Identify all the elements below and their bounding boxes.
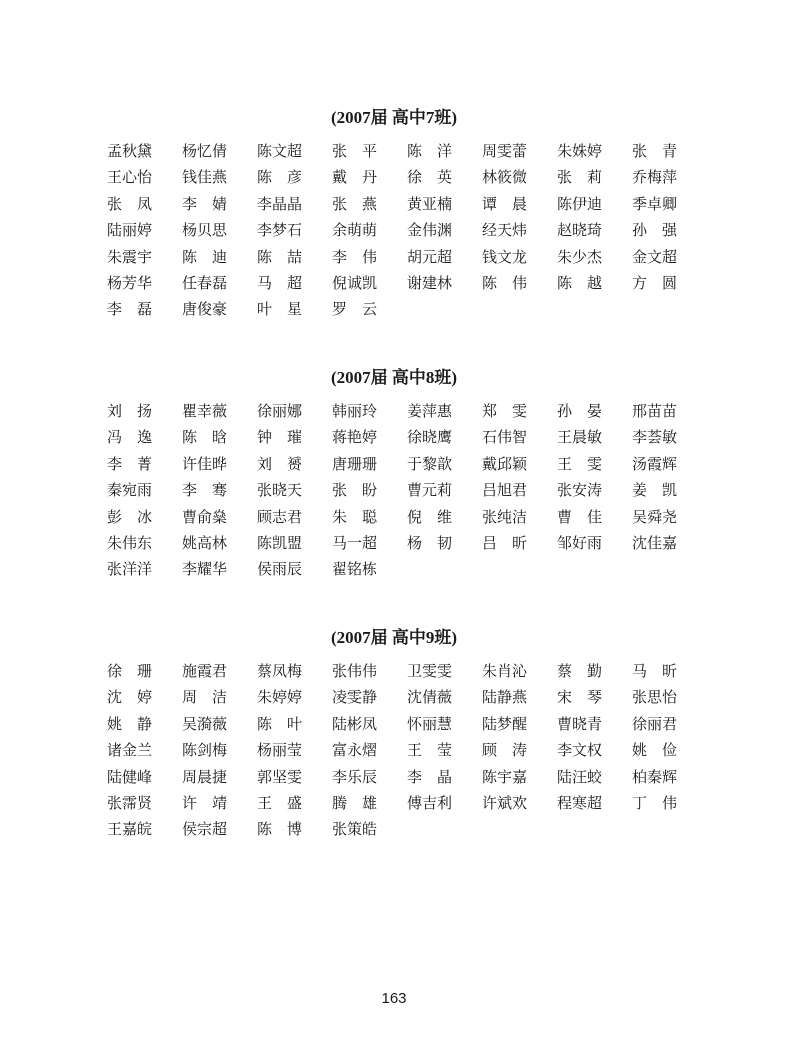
student-name: 侯宗超 xyxy=(182,820,228,839)
student-name: 钟璀 xyxy=(257,428,318,447)
student-name: 方圆 xyxy=(632,273,693,292)
student-name: 陈凯盟 xyxy=(257,533,303,552)
student-name: 经天炜 xyxy=(482,221,528,240)
student-name: 吕昕 xyxy=(482,533,543,552)
student-name: 张思怡 xyxy=(632,688,678,707)
student-name: 徐丽娜 xyxy=(257,402,303,420)
section-title: (2007届 高中7班) xyxy=(330,108,458,127)
student-name: 陆梦醒 xyxy=(482,714,528,733)
student-name: 刘扬 xyxy=(107,402,168,420)
student-name: 张霈贤 xyxy=(107,793,153,812)
student-name: 杨贝思 xyxy=(182,221,228,240)
student-name: 谢建林 xyxy=(407,273,453,292)
student-name: 腾雄 xyxy=(332,793,393,812)
student-name: 宋琴 xyxy=(557,688,618,707)
student-name: 叶星 xyxy=(257,300,318,319)
student-name: 张安涛 xyxy=(557,481,603,500)
student-name: 李荟敏 xyxy=(632,428,678,447)
student-name: 唐俊豪 xyxy=(182,300,228,319)
student-name: 陈伟 xyxy=(482,273,543,292)
student-name: 陈文超 xyxy=(257,142,303,160)
student-name: 张平 xyxy=(332,142,393,160)
student-name: 陈博 xyxy=(257,820,318,839)
student-name: 徐丽君 xyxy=(632,714,678,733)
student-name: 王晨敏 xyxy=(557,428,603,447)
student-name: 李伟 xyxy=(332,247,393,266)
student-name: 秦宛雨 xyxy=(107,481,153,500)
student-name: 乔梅萍 xyxy=(632,168,678,187)
student-name: 张伟伟 xyxy=(332,662,378,680)
name-list xyxy=(107,141,707,326)
student-name: 罗云 xyxy=(332,300,393,319)
student-name: 周雯蕾 xyxy=(482,142,528,160)
student-name: 许斌欢 xyxy=(482,793,528,812)
student-name: 王莹 xyxy=(407,741,468,760)
student-name: 徐英 xyxy=(407,168,468,187)
student-name: 赵晓琦 xyxy=(557,221,603,240)
student-name: 邢苗苗 xyxy=(632,402,678,420)
student-name: 钱佳燕 xyxy=(182,168,228,187)
student-name: 石伟智 xyxy=(482,428,528,447)
student-name: 施霞君 xyxy=(182,662,228,680)
student-name: 杨韧 xyxy=(407,533,468,552)
student-name: 吴舜尧 xyxy=(632,507,678,526)
student-name: 柏秦辉 xyxy=(632,767,678,786)
student-name: 黄亚楠 xyxy=(407,194,453,213)
student-name: 陈迪 xyxy=(182,247,243,266)
student-name: 唐珊珊 xyxy=(332,454,378,473)
student-name: 卫雯雯 xyxy=(407,662,453,680)
student-name: 林筱微 xyxy=(482,168,528,187)
student-name: 陆汪蛟 xyxy=(557,767,603,786)
student-name: 朱婷婷 xyxy=(257,688,303,707)
student-name: 孟秋黛 xyxy=(107,142,153,160)
student-name: 侯雨辰 xyxy=(257,560,303,579)
student-name: 孙强 xyxy=(632,221,693,240)
student-name: 张纯洁 xyxy=(482,507,528,526)
name-list xyxy=(107,661,707,846)
student-name: 张青 xyxy=(632,142,693,160)
student-name: 瞿幸薇 xyxy=(182,402,228,420)
student-name: 张莉 xyxy=(557,168,618,187)
student-name: 蔡凤梅 xyxy=(257,662,303,680)
student-name: 翟铭栋 xyxy=(332,560,378,579)
student-name: 李耀华 xyxy=(182,560,228,579)
student-name: 凌雯静 xyxy=(332,688,378,707)
student-name: 李晶 xyxy=(407,767,468,786)
student-name: 张晓天 xyxy=(257,481,303,500)
student-name: 冯逸 xyxy=(107,428,168,447)
student-name: 胡元超 xyxy=(407,247,453,266)
student-name: 曹晓青 xyxy=(557,714,603,733)
student-name: 韩丽玲 xyxy=(332,402,378,420)
student-name: 李梦石 xyxy=(257,221,303,240)
student-name: 李婧 xyxy=(182,194,243,213)
section-title: (2007届 高中8班) xyxy=(330,368,458,387)
student-name: 陈越 xyxy=(557,273,618,292)
student-name: 周晨捷 xyxy=(182,767,228,786)
student-name: 怀丽慧 xyxy=(407,714,453,733)
student-name: 丁伟 xyxy=(632,793,693,812)
page-number: 163 xyxy=(381,990,407,1007)
student-name: 张盼 xyxy=(332,481,393,500)
student-name: 金文超 xyxy=(632,247,678,266)
student-name: 陈伊迪 xyxy=(557,194,603,213)
student-name: 张燕 xyxy=(332,194,393,213)
student-name: 陈喆 xyxy=(257,247,318,266)
student-name: 李乐辰 xyxy=(332,767,378,786)
student-name: 蒋艳婷 xyxy=(332,428,378,447)
student-name: 马超 xyxy=(257,273,318,292)
student-name: 姚高林 xyxy=(182,533,228,552)
student-name: 王嘉皖 xyxy=(107,820,153,839)
student-name: 朱伟东 xyxy=(107,533,153,552)
student-name: 陈叶 xyxy=(257,714,318,733)
student-name: 曹元莉 xyxy=(407,481,453,500)
section-title: (2007届 高中9班) xyxy=(330,628,458,647)
student-name: 于黎歆 xyxy=(407,454,453,473)
student-name: 朱聪 xyxy=(332,507,393,526)
student-name: 陈晗 xyxy=(182,428,243,447)
student-name: 张洋洋 xyxy=(107,560,153,579)
student-name: 陆静燕 xyxy=(482,688,528,707)
student-name: 徐晓鹰 xyxy=(407,428,453,447)
student-name: 李文权 xyxy=(557,741,603,760)
student-name: 邹好雨 xyxy=(557,533,603,552)
student-name: 金伟渊 xyxy=(407,221,453,240)
student-name: 季卓卿 xyxy=(632,194,678,213)
student-name: 陈剑梅 xyxy=(182,741,228,760)
student-name: 张凤 xyxy=(107,194,168,213)
student-name: 郭坚雯 xyxy=(257,767,303,786)
student-name: 富永熠 xyxy=(332,741,378,760)
student-name: 曹俞燊 xyxy=(182,507,228,526)
student-name: 杨忆倩 xyxy=(182,142,228,160)
student-name: 朱少杰 xyxy=(557,247,603,266)
student-name: 陆丽婷 xyxy=(107,221,153,240)
student-name: 张策皓 xyxy=(332,820,378,839)
student-name: 李骞 xyxy=(182,481,243,500)
student-name: 杨芳华 xyxy=(107,273,153,292)
student-name: 吴漪薇 xyxy=(182,714,228,733)
student-name: 李菁 xyxy=(107,454,168,473)
student-name: 顾志君 xyxy=(257,507,303,526)
student-name: 李磊 xyxy=(107,300,168,319)
student-name: 朱姝婷 xyxy=(557,142,603,160)
student-name: 汤霞辉 xyxy=(632,454,678,473)
student-name: 王心怡 xyxy=(107,168,153,187)
student-name: 陈彦 xyxy=(257,168,318,187)
student-name: 孙晏 xyxy=(557,402,618,420)
student-name: 许靖 xyxy=(182,793,243,812)
student-name: 郑雯 xyxy=(482,402,543,420)
student-name: 王雯 xyxy=(557,454,618,473)
student-name: 戴邱颖 xyxy=(482,454,528,473)
student-name: 钱文龙 xyxy=(482,247,528,266)
student-name: 马昕 xyxy=(632,662,693,680)
student-name: 沈婷 xyxy=(107,688,168,707)
student-name: 诸金兰 xyxy=(107,741,153,760)
student-name: 谭晨 xyxy=(482,194,543,213)
student-name: 程寒超 xyxy=(557,793,603,812)
student-name: 彭冰 xyxy=(107,507,168,526)
name-list xyxy=(107,401,707,586)
student-name: 陈宇嘉 xyxy=(482,767,528,786)
student-name: 杨丽莹 xyxy=(257,741,303,760)
student-name: 马一超 xyxy=(332,533,378,552)
student-name: 王盛 xyxy=(257,793,318,812)
student-name: 戴丹 xyxy=(332,168,393,187)
student-name: 沈倩薇 xyxy=(407,688,453,707)
student-name: 陆彬凤 xyxy=(332,714,378,733)
student-name: 沈佳嘉 xyxy=(632,533,678,552)
student-name: 朱肖沁 xyxy=(482,662,528,680)
student-name: 刘赟 xyxy=(257,454,318,473)
student-name: 姚静 xyxy=(107,714,168,733)
student-name: 吕旭君 xyxy=(482,481,528,500)
student-name: 任春磊 xyxy=(182,273,228,292)
student-name: 余萌萌 xyxy=(332,221,378,240)
student-name: 顾涛 xyxy=(482,741,543,760)
student-name: 周洁 xyxy=(182,688,243,707)
student-name: 倪诚凯 xyxy=(332,273,378,292)
student-name: 姜凯 xyxy=(632,481,693,500)
student-name: 徐珊 xyxy=(107,662,168,680)
student-name: 姜萍惠 xyxy=(407,402,453,420)
student-name: 曹佳 xyxy=(557,507,618,526)
student-name: 陆健峰 xyxy=(107,767,153,786)
student-name: 倪维 xyxy=(407,507,468,526)
student-name: 许佳晔 xyxy=(182,454,228,473)
student-name: 陈洋 xyxy=(407,142,468,160)
student-name: 傅吉利 xyxy=(407,793,453,812)
student-name: 李晶晶 xyxy=(257,194,303,213)
student-name: 朱震宇 xyxy=(107,247,153,266)
student-name: 姚俭 xyxy=(632,741,693,760)
student-name: 蔡勤 xyxy=(557,662,618,680)
